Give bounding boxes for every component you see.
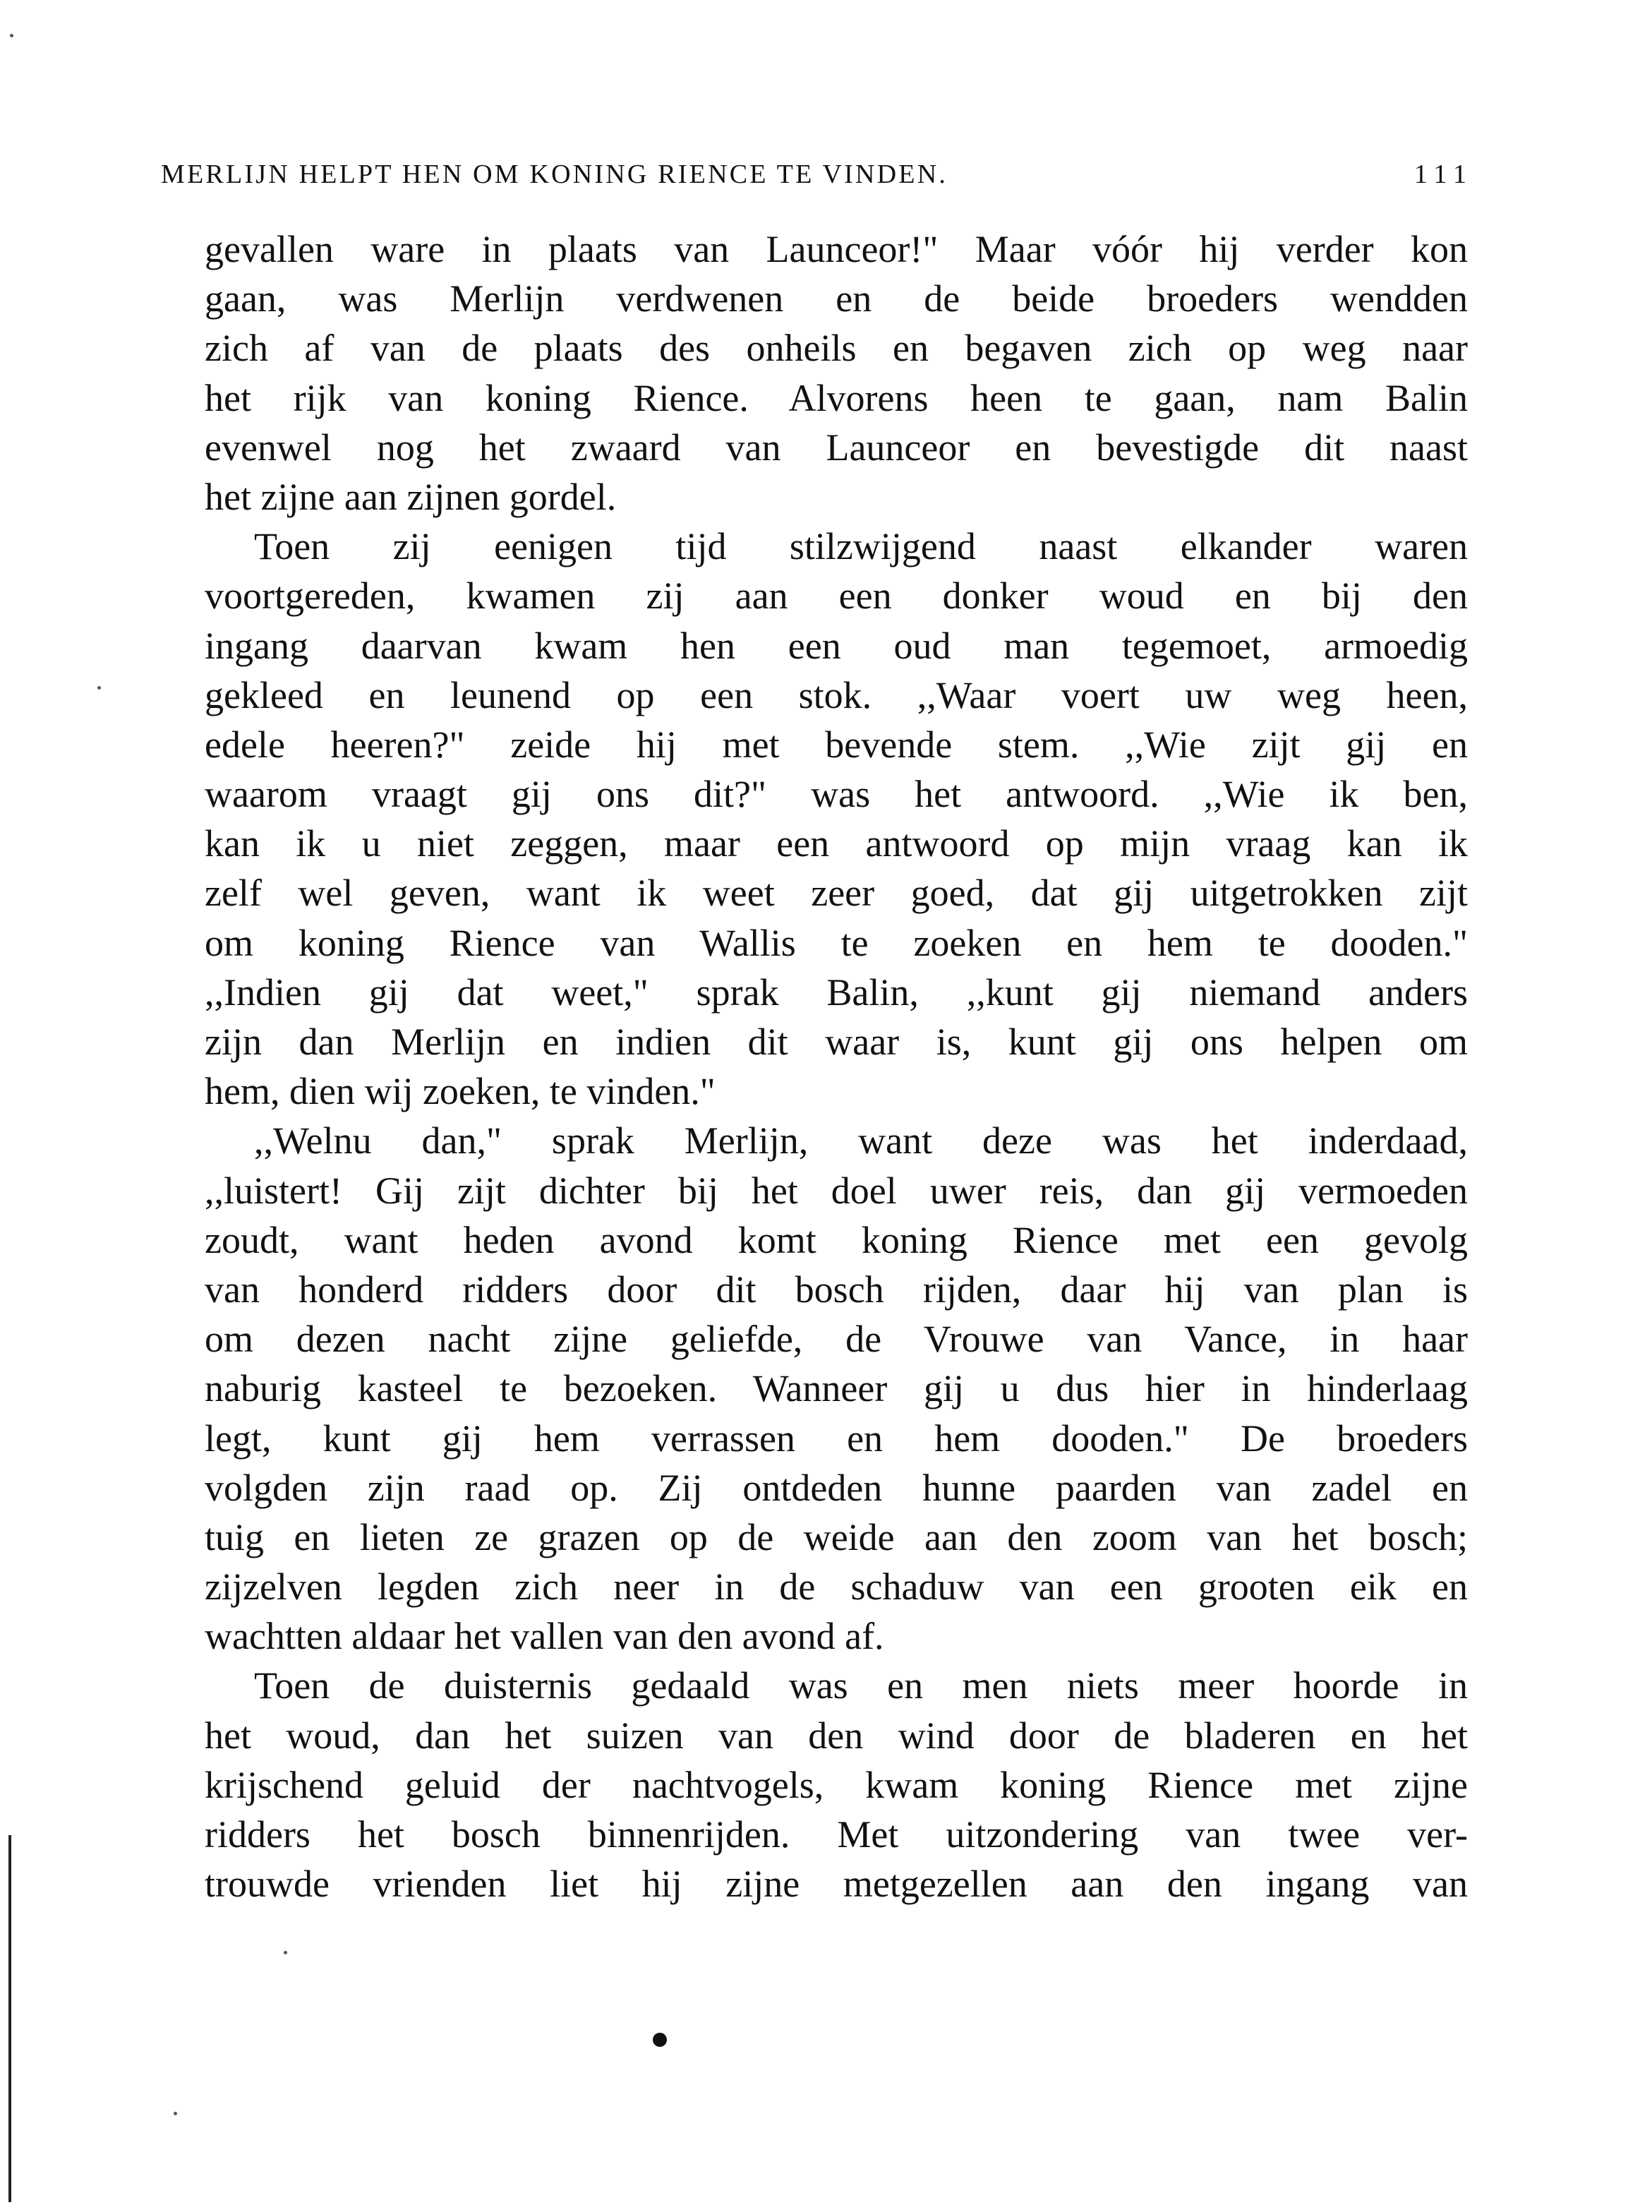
- text-line: kan ik u niet zeggen, maar een antwoord op mijn vraag kan ik: [205, 822, 1468, 865]
- text-line: hem, dien wij zoeken, te vinden.": [205, 1070, 716, 1113]
- text-line: zijzelven legden zich neer in de schaduw van een grooten eik en: [205, 1565, 1468, 1609]
- text-line: het woud, dan het suizen van den wind door de bladeren en het: [205, 1714, 1468, 1757]
- text-line: het rijk van koning Rience. Alvorens heen te gaan, nam Balin: [205, 376, 1468, 419]
- text-line: ,,Welnu dan," sprak Merlijn, want deze was het inderdaad,: [254, 1119, 1468, 1162]
- running-header: [161, 159, 1473, 201]
- text-line: evenwel nog het zwaard van Launceor en bevestigde dit naast: [205, 426, 1468, 469]
- text-line: edele heeren?" zeide hij met bevende stem. ,,Wie zijt gij en: [205, 723, 1468, 766]
- text-line: naburig kasteel te bezoeken. Wanneer gij u dus hier in hinderlaag: [205, 1367, 1468, 1410]
- text-line: waarom vraagt gij ons dit?" was het antwoord. ,,Wie ik ben,: [205, 773, 1468, 816]
- text-line: van honderd ridders door dit bosch rijden, daar hij van plan is: [205, 1268, 1468, 1311]
- text-line: zijn dan Merlijn en indien dit waar is, kunt gij ons helpen om: [205, 1021, 1468, 1063]
- text-line: Toen zij eenigen tijd stilzwijgend naast elkander waren: [254, 525, 1468, 568]
- text-line: ridders het bosch binnenrijden. Met uitzondering van twee ver-: [205, 1813, 1468, 1856]
- text-line: om dezen nacht zijne geliefde, de Vrouwe van Vance, in haar: [205, 1318, 1468, 1361]
- text-line: wachtten aldaar het vallen van den avond af.: [205, 1615, 884, 1658]
- page-number: 111: [1413, 160, 1473, 189]
- text-line: trouwde vrienden liet hij zijne metgezellen aan den ingang van: [205, 1863, 1468, 1906]
- text-line: gekleed en leunend op een stok. ,,Waar voert uw weg heen,: [205, 673, 1468, 716]
- text-line: ,,Indien gij dat weet," sprak Balin, ,,kunt gij niemand anders: [205, 970, 1468, 1014]
- body-text: [205, 224, 1468, 1909]
- scan-speck: [97, 686, 101, 690]
- text-line: tuig en lieten ze grazen op de weide aan den zoom van het bosch;: [205, 1515, 1468, 1558]
- text-line: zich af van de plaats des onheils en begaven zich op weg naar: [205, 327, 1468, 370]
- scan-speck: [174, 2112, 177, 2115]
- text-line: ingang daarvan kwam hen een oud man tegemoet, armoedig: [205, 624, 1468, 667]
- text-line: Toen de duisternis gedaald was en men niets meer hoorde in: [254, 1664, 1468, 1707]
- text-line: zoudt, want heden avond komt koning Rience met een gevolg: [205, 1218, 1468, 1261]
- text-line: gevallen ware in plaats van Launceor!" Maar vóór hij verder kon: [205, 228, 1468, 270]
- text-line: zelf wel geven, want ik weet zeer goed, dat gij uitgetrokken zijt: [205, 872, 1468, 915]
- text-line: krijschend geluid der nachtvogels, kwam koning Rience met zijne: [205, 1763, 1468, 1806]
- scan-speck: [10, 34, 13, 37]
- scan-edge-line: [8, 1835, 11, 2202]
- text-line: om koning Rience van Wallis te zoeken en hem te dooden.": [205, 921, 1468, 964]
- scan-speck: [284, 1951, 287, 1954]
- text-line: gaan, was Merlijn verdwenen en de beide broeders wendden: [205, 277, 1468, 320]
- text-line: het zijne aan zijnen gordel.: [205, 475, 617, 518]
- text-line: legt, kunt gij hem verrassen en hem dooden." De broeders: [205, 1417, 1468, 1460]
- running-title: MERLIJN HELPT HEN OM KONING RIENCE TE VINDEN.: [161, 160, 948, 189]
- ink-dot: [653, 2033, 667, 2047]
- text-line: ,,luistert! Gij zijt dichter bij het doel uwer reis, dan gij vermoeden: [205, 1169, 1468, 1212]
- text-line: volgden zijn raad op. Zij ontdeden hunne paarden van zadel en: [205, 1466, 1468, 1509]
- text-line: voortgereden, kwamen zij aan een donker woud en bij den: [205, 575, 1468, 618]
